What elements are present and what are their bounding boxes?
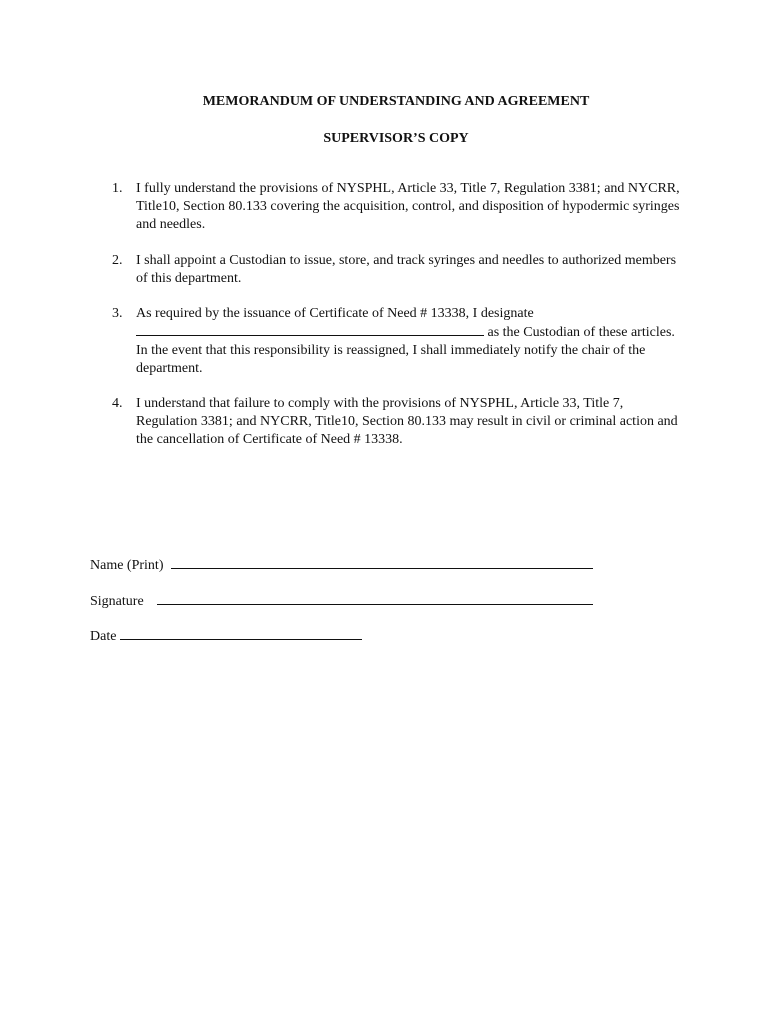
list-item <box>112 180 682 234</box>
item-text-container <box>136 305 682 378</box>
custodian-name-field[interactable] <box>136 323 484 336</box>
list-item <box>112 252 682 288</box>
item-text-before: As required by the issuance of Certificate of Need # 13338, I designate <box>136 306 534 321</box>
date-label: Date <box>90 629 117 644</box>
item-text-after: as the Custodian of these articles. In the event that this responsibility is reassigned, I shall immediately notify the chair of the department. <box>136 325 675 376</box>
list-item <box>112 395 682 449</box>
signature-field[interactable] <box>157 592 593 605</box>
name-print-label: Name (Print) <box>90 558 164 573</box>
name-print-field[interactable] <box>171 556 593 569</box>
signature-row <box>90 592 593 611</box>
document-subtitle: SUPERVISOR’S COPY <box>323 131 469 146</box>
item-text: I shall appoint a Custodian to issue, store, and track syringes and needles to authorized members of this department. <box>136 253 677 286</box>
item-number: 4. <box>112 396 123 411</box>
item-number: 3. <box>112 306 123 321</box>
date-field[interactable] <box>120 627 362 640</box>
item-number: 1. <box>112 181 123 196</box>
item-text: I fully understand the provisions of NYSPHL, Article 33, Title 7, Regulation 3381; and NYCRR, Title10, Section 80.133 covering the acquisition, control, and disposition of hypodermic syringes and needles. <box>136 181 680 232</box>
item-number: 2. <box>112 253 123 268</box>
item-text: I understand that failure to comply with the provisions of NYSPHL, Article 33, Title 7, Regulation 3381; and NYCRR, Title10, Section 80.133 may result in civil or criminal action and the cancellation of Certificate of Need # 13338. <box>136 396 678 447</box>
document-title: MEMORANDUM OF UNDERSTANDING AND AGREEMENT <box>202 94 590 109</box>
date-row <box>90 627 362 646</box>
list-item <box>112 305 682 378</box>
name-print-row <box>90 556 593 575</box>
signature-label: Signature <box>90 594 144 609</box>
